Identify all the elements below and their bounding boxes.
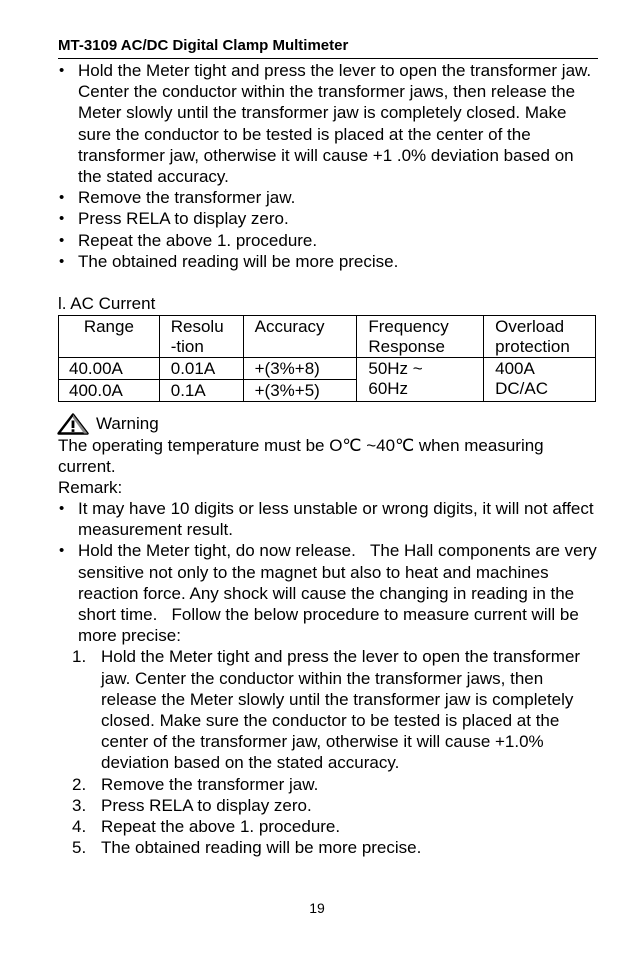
step-text: Hold the Meter tight and press the lever to open the transformer jaw. Center the conductor within the transformer jaws, then release the Meter slowly until the transformer jaw is completely closed. Make sure the conductor to be tested is placed at the center of the transformer jaw, otherwise it will cause +1.0% deviation based on the stated accuracy.	[101, 647, 581, 773]
page-header: MT-3109 AC/DC Digital Clamp Multimeter	[58, 36, 598, 59]
table-row	[59, 358, 596, 380]
step-text: Remove the transformer jaw.	[101, 774, 319, 794]
step-number: 3.	[72, 795, 87, 815]
list-item	[58, 795, 598, 816]
list-item	[58, 816, 598, 837]
warning-triangle-icon	[57, 413, 89, 435]
list-item	[58, 837, 598, 858]
header-resolution	[159, 316, 243, 358]
remark-bullet-list	[58, 498, 598, 646]
list-item: • Repeat the above 1. procedure.	[58, 230, 598, 251]
step-text: Repeat the above 1. procedure.	[101, 817, 341, 837]
intro-bullet-list	[58, 60, 598, 272]
list-item	[58, 774, 598, 795]
cell-accuracy: +(3%+5)	[243, 380, 357, 402]
header-resolution-line1: Resolu	[170, 317, 224, 337]
header-frequency	[357, 316, 484, 358]
table-header-row	[59, 316, 596, 358]
cell-range: 400.0A	[59, 380, 160, 402]
cell-overload	[484, 358, 596, 402]
page-number: 19	[309, 900, 325, 916]
header-accuracy: Accuracy	[243, 316, 357, 358]
header-overload-line2: protection	[495, 337, 570, 357]
cell-accuracy: +(3%+8)	[243, 358, 357, 380]
remark-label: Remark:	[58, 478, 123, 498]
list-item: • Hold the Meter tight, do now release. The Hall components are very sensitive not only to the magnet but also to heat and machines reaction force. Any shock will cause the changing in reading in the short time. Follow the below procedure to measure current will be more precise:	[58, 540, 598, 646]
cell-overload-line2: DC/AC	[495, 379, 549, 399]
header-frequency-line2: Response	[368, 337, 445, 357]
cell-overload-line1: 400A	[495, 359, 535, 379]
section-title: l. AC Current	[58, 294, 156, 314]
header-overload	[484, 316, 596, 358]
cell-resolution: 0.01A	[159, 358, 243, 380]
warning-heading	[58, 413, 598, 435]
step-number: 5.	[72, 838, 87, 858]
step-number: 2.	[72, 774, 87, 794]
manual-page	[58, 36, 598, 858]
list-item: • Remove the transformer jaw.	[58, 187, 598, 208]
list-item: • The obtained reading will be more precise.	[58, 251, 598, 272]
list-item: • Hold the Meter tight and press the lever to open the transformer jaw. Center the conductor within the transformer jaws, then release the Meter slowly until the transformer jaw is completely closed. Make sure the conductor to be tested is placed at the center of the transformer jaw, otherwise it will cause +1 .0% deviation based on the stated accuracy.	[58, 60, 598, 187]
list-item: • Press RELA to display zero.	[58, 208, 598, 229]
procedure-steps	[58, 646, 598, 858]
header-overload-line1: Overload	[495, 317, 565, 337]
list-item	[58, 646, 598, 773]
cell-frequency	[357, 358, 484, 402]
warning-text: The operating temperature must be O℃ ~40℃ when measuring current.	[58, 436, 544, 477]
cell-range: 40.00A	[59, 358, 160, 380]
warning-label: Warning	[96, 414, 159, 434]
cell-frequency-line1: 50Hz ~	[368, 359, 423, 379]
header-frequency-line1: Frequency	[368, 317, 449, 337]
step-number: 1.	[72, 647, 87, 667]
list-item: • It may have 10 digits or less unstable or wrong digits, it will not affect measurement result.	[58, 498, 598, 540]
step-text: Press RELA to display zero.	[101, 795, 312, 815]
cell-resolution: 0.1A	[159, 380, 243, 402]
step-number: 4.	[72, 817, 87, 837]
header-range: Range	[59, 316, 160, 358]
cell-frequency-line2: 60Hz	[368, 379, 409, 399]
header-resolution-line2: -tion	[170, 337, 204, 357]
ac-current-spec-table	[58, 315, 596, 402]
step-text: The obtained reading will be more precise.	[101, 838, 422, 858]
